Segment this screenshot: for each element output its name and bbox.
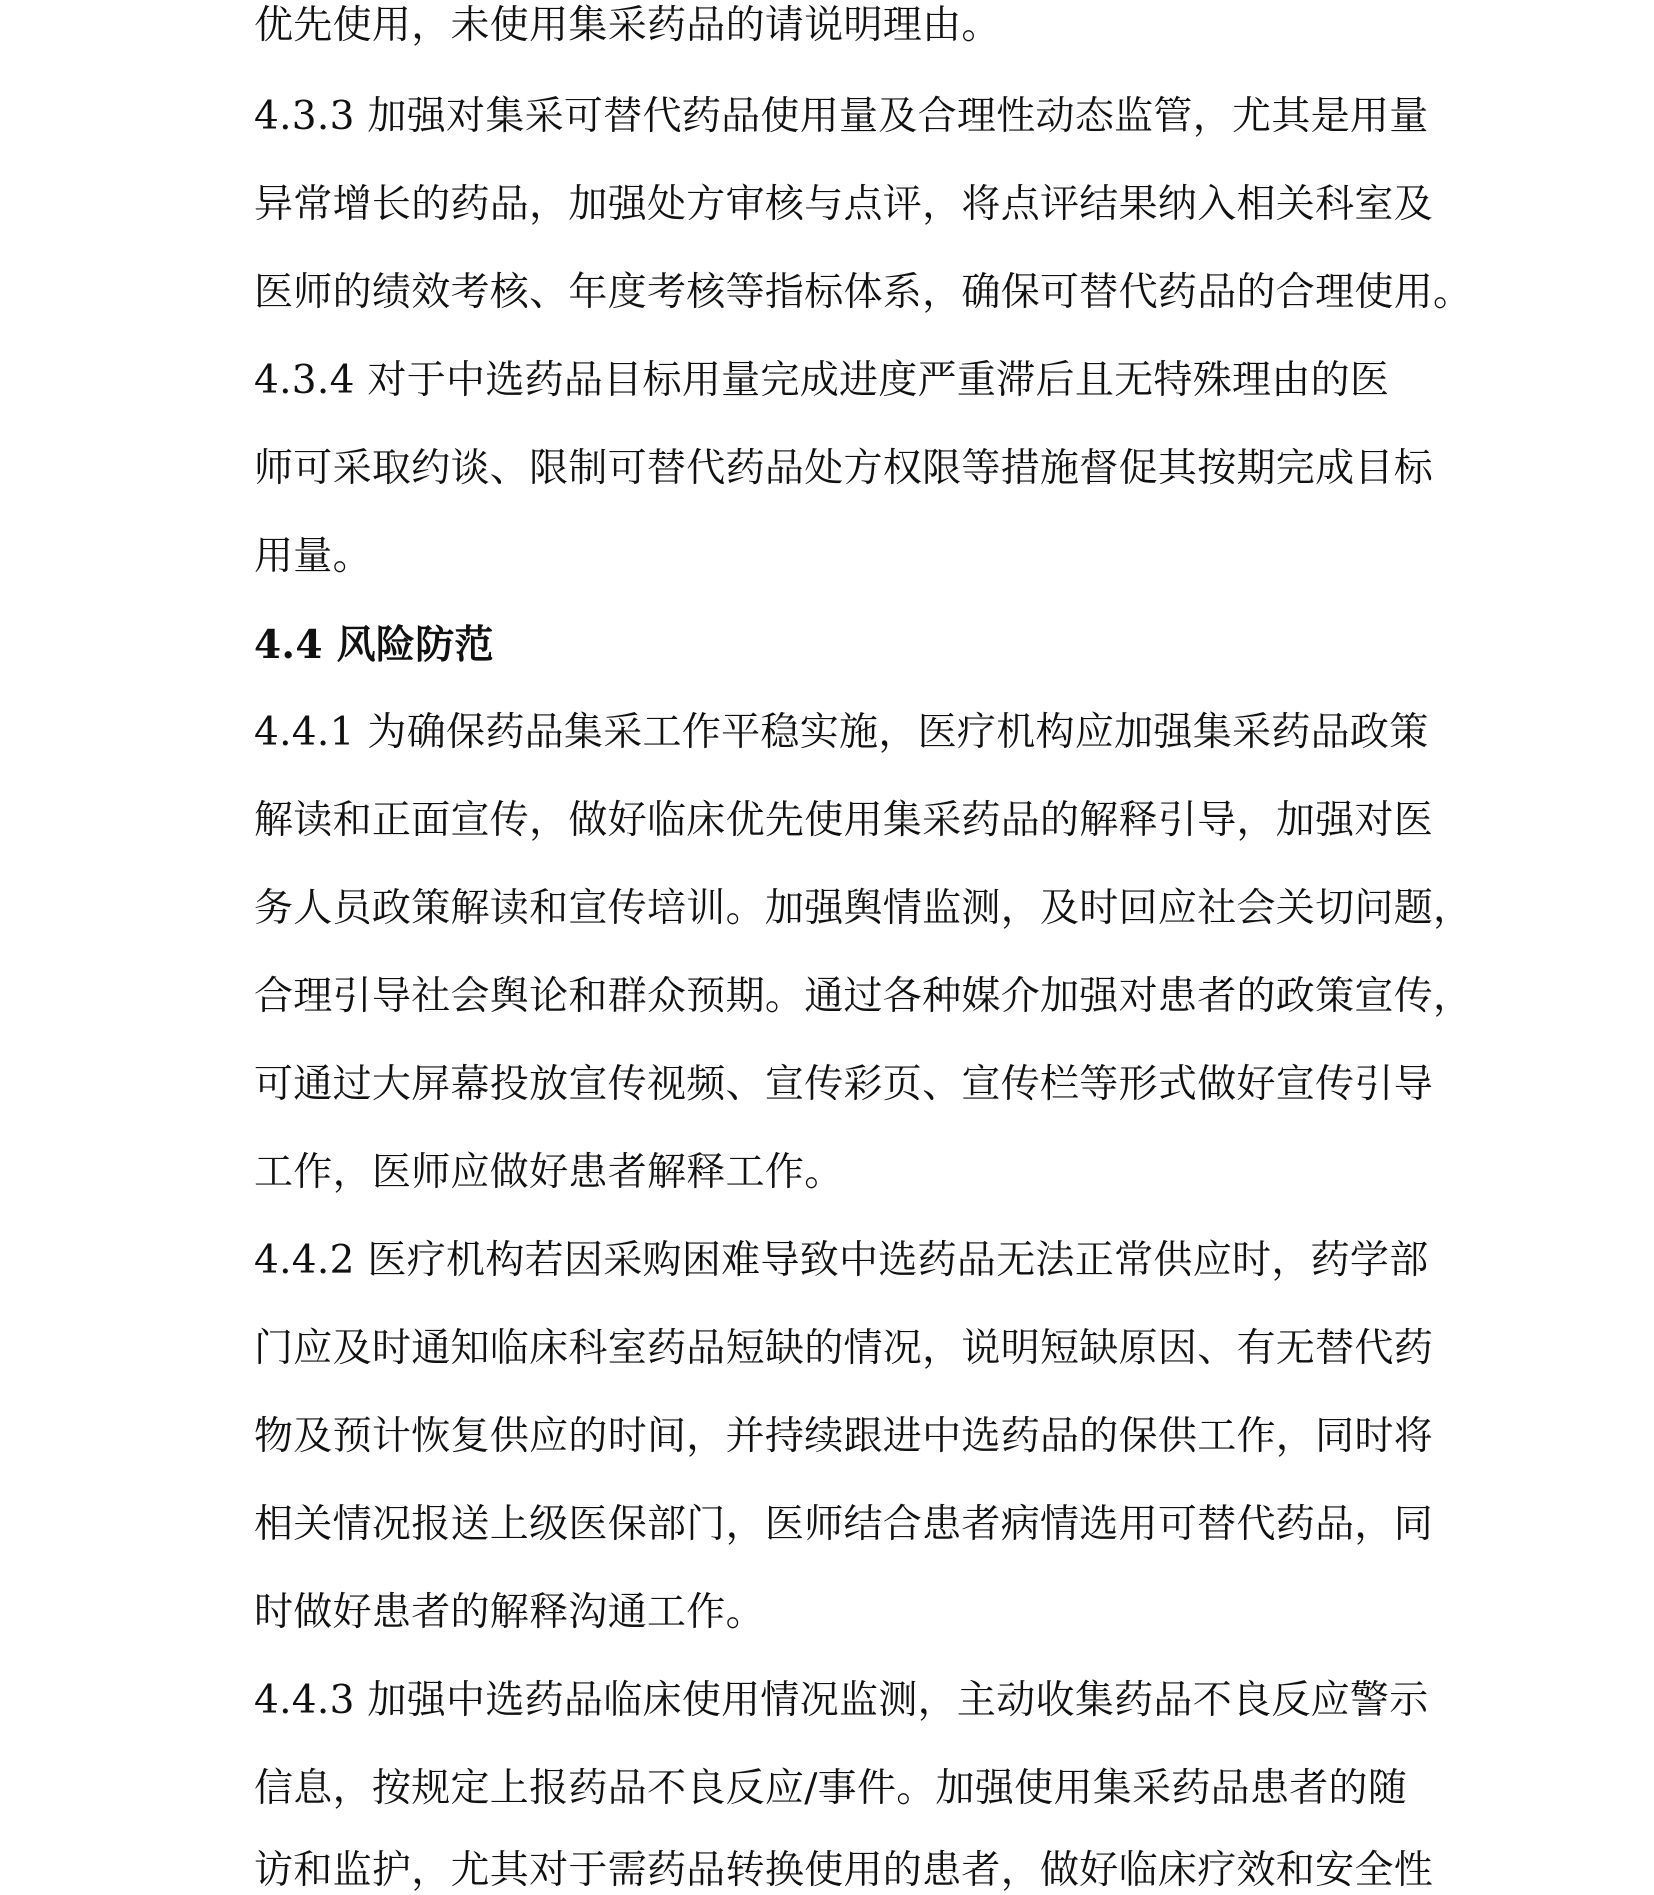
body-text-line: 门应及时通知临床科室药品短缺的情况，说明短缺原因、有无替代药 [254, 1326, 1434, 1371]
body-text-line: 优先使用，未使用集采药品的请说明理由。 [254, 3, 1001, 48]
body-text-line: 物及预计恢复供应的时间，并持续跟进中选药品的保供工作，同时将 [254, 1414, 1434, 1459]
body-text-line: 时做好患者的解释沟通工作。 [254, 1590, 765, 1635]
body-text-line: 可通过大屏幕投放宣传视频、宣传彩页、宣传栏等形式做好宣传引导 [254, 1062, 1434, 1107]
clause-4-3-4-line: 4.3.4 对于中选药品目标用量完成进度严重滞后且无特殊理由的医 [254, 358, 1390, 403]
body-text-line: 解读和正面宣传，做好临床优先使用集采药品的解释引导，加强对医 [254, 798, 1434, 843]
body-text-line: 信息，按规定上报药品不良反应/事件。加强使用集采药品患者的随 [254, 1766, 1408, 1811]
body-text-line: 医师的绩效考核、年度考核等指标体系，确保可替代药品的合理使用。 [254, 270, 1473, 315]
body-text-line: 合理引导社会舆论和群众预期。通过各种媒介加强对患者的政策宣传， [254, 974, 1473, 1019]
clause-4-4-2-line: 4.4.2 医疗机构若因采购困难导致中选药品无法正常供应时，药学部 [254, 1238, 1429, 1283]
body-text-line: 异常增长的药品，加强处方审核与点评，将点评结果纳入相关科室及 [254, 182, 1434, 227]
body-text-line: 用量。 [254, 534, 372, 579]
body-text-line: 师可采取约谈、限制可替代药品处方权限等措施督促其按期完成目标 [254, 446, 1434, 491]
body-text-line: 务人员政策解读和宣传培训。加强舆情监测，及时回应社会关切问题， [254, 886, 1473, 931]
clause-4-4-3-line: 4.4.3 加强中选药品临床使用情况监测，主动收集药品不良反应警示 [254, 1678, 1429, 1723]
body-text-line: 访和监护，尤其对于需药品转换使用的患者，做好临床疗效和安全性 [254, 1848, 1434, 1893]
section-heading-4-4: 4.4 风险防范 [254, 622, 494, 668]
clause-4-4-1-line: 4.4.1 为确保药品集采工作平稳实施，医疗机构应加强集采药品政策 [254, 710, 1429, 755]
clause-4-3-3-line: 4.3.3 加强对集采可替代药品使用量及合理性动态监管，尤其是用量 [254, 94, 1429, 139]
body-text-line: 工作，医师应做好患者解释工作。 [254, 1150, 844, 1195]
body-text-line: 相关情况报送上级医保部门，医师结合患者病情选用可替代药品，同 [254, 1502, 1434, 1547]
